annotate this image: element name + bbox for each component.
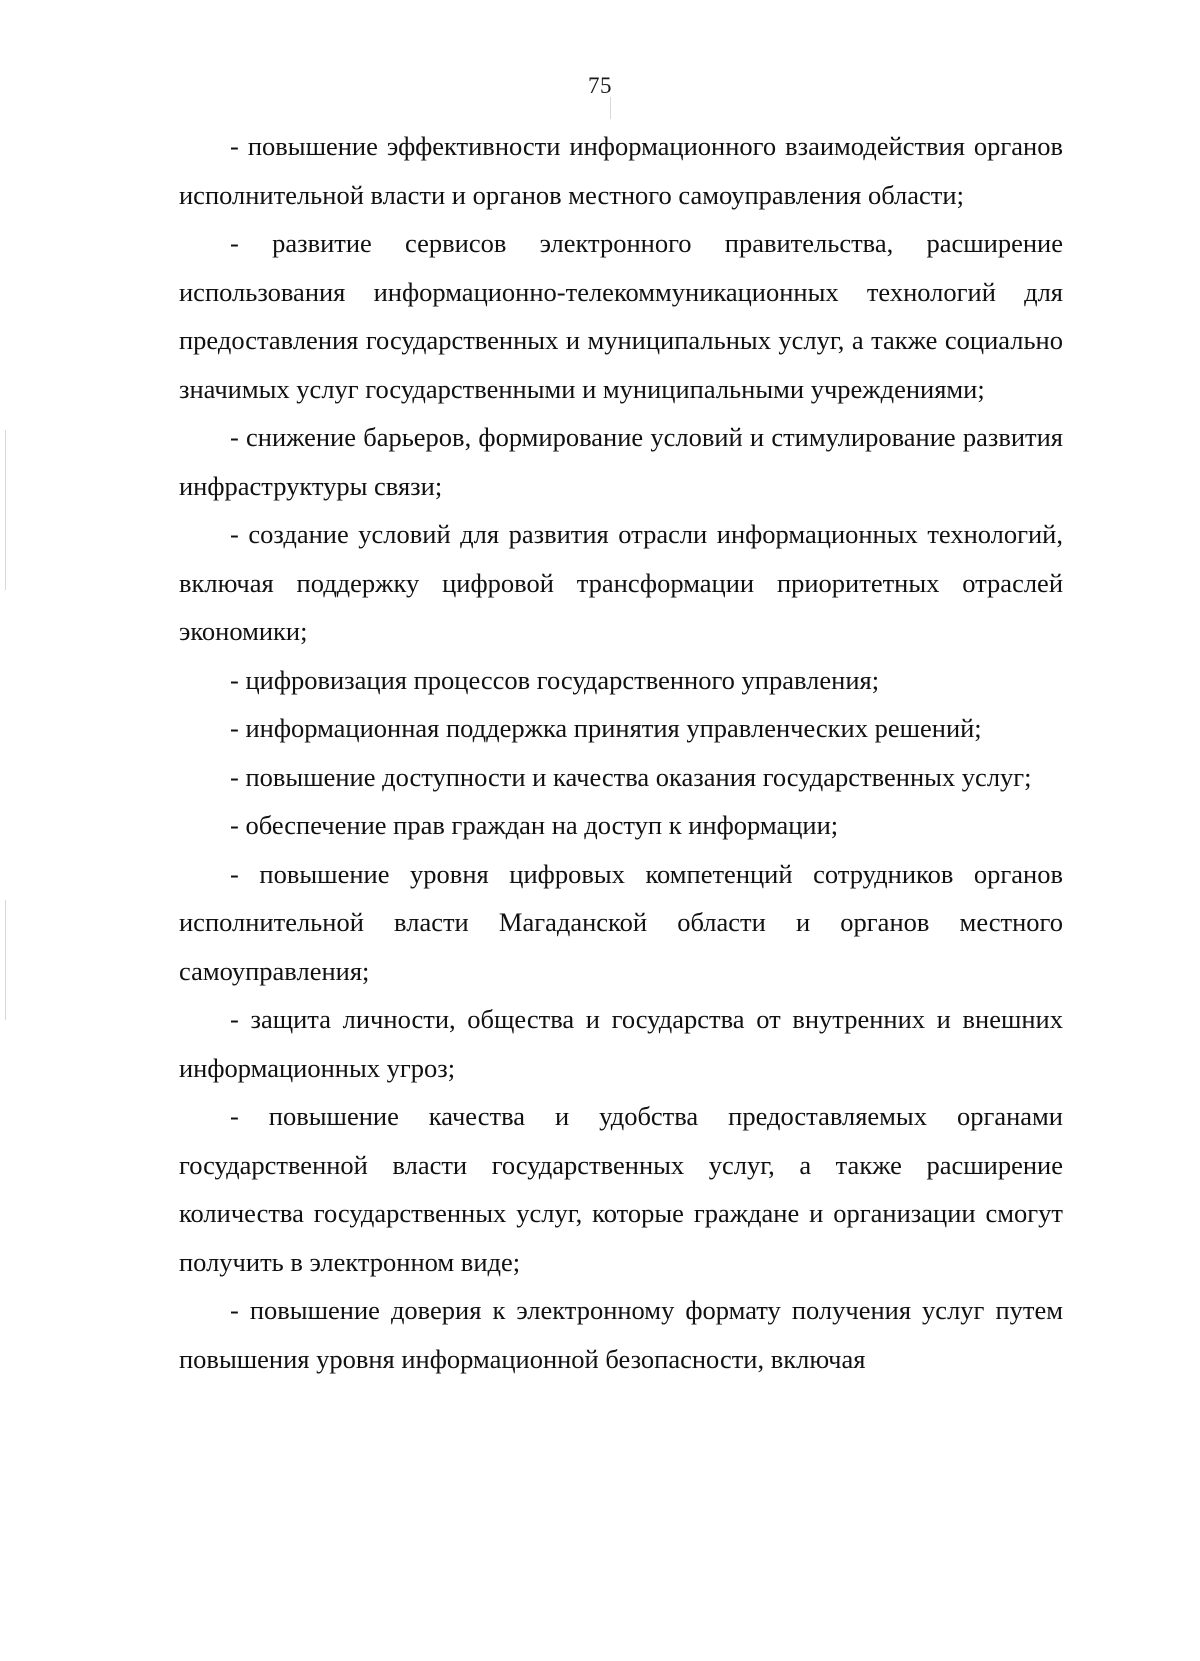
list-item: - снижение барьеров, формирование условий и стимулирование развития инфраструктуры связи; bbox=[179, 422, 1063, 501]
scan-artifact-line bbox=[610, 97, 611, 119]
list-item: - повышение уровня цифровых компетенций сотрудников органов исполнительной власти Магаданской области и органов местного самоуправления; bbox=[179, 858, 1063, 986]
list-item: - обеспечение прав граждан на доступ к информации; bbox=[230, 810, 839, 840]
list-item: - цифровизация процессов государственного управления; bbox=[230, 664, 880, 695]
scan-artifact-line bbox=[5, 900, 6, 1020]
list-item: - повышение качества и удобства предоставляемых органами государственной власти государственных услуг, а также расширение количества государственных услуг, которые граждане и организации смогут получить в электронном виде; bbox=[179, 1101, 1063, 1277]
scan-artifact-line bbox=[5, 430, 6, 590]
list-item: - защита личности, общества и государства от внутренних и внешних информационных угроз; bbox=[179, 1004, 1063, 1083]
list-item: - информационная поддержка принятия управленческих решений; bbox=[230, 713, 982, 743]
list-item: - создание условий для развития отрасли информационных технологий, включая поддержку цифровой трансформации приоритетных отраслей экономики; bbox=[179, 519, 1063, 646]
page-number: 75 bbox=[588, 73, 612, 98]
document-body bbox=[179, 122, 1063, 1383]
list-item: - повышение эффективности информационного взаимодействия органов исполнительной власти и органов местного самоуправления области; bbox=[179, 131, 1063, 210]
list-item: - развитие сервисов электронного правительства, расширение использования информационно-телекоммуникационных технологий для предоставления государственных и муниципальных услуг, а также социально значимых услуг государственными и муниципальными учреждениями; bbox=[179, 228, 1063, 404]
list-item: - повышение доверия к электронному формату получения услуг путем повышения уровня информационной безопасности, включая bbox=[179, 1295, 1063, 1374]
list-item: - повышение доступности и качества оказания государственных услуг; bbox=[230, 761, 1032, 792]
